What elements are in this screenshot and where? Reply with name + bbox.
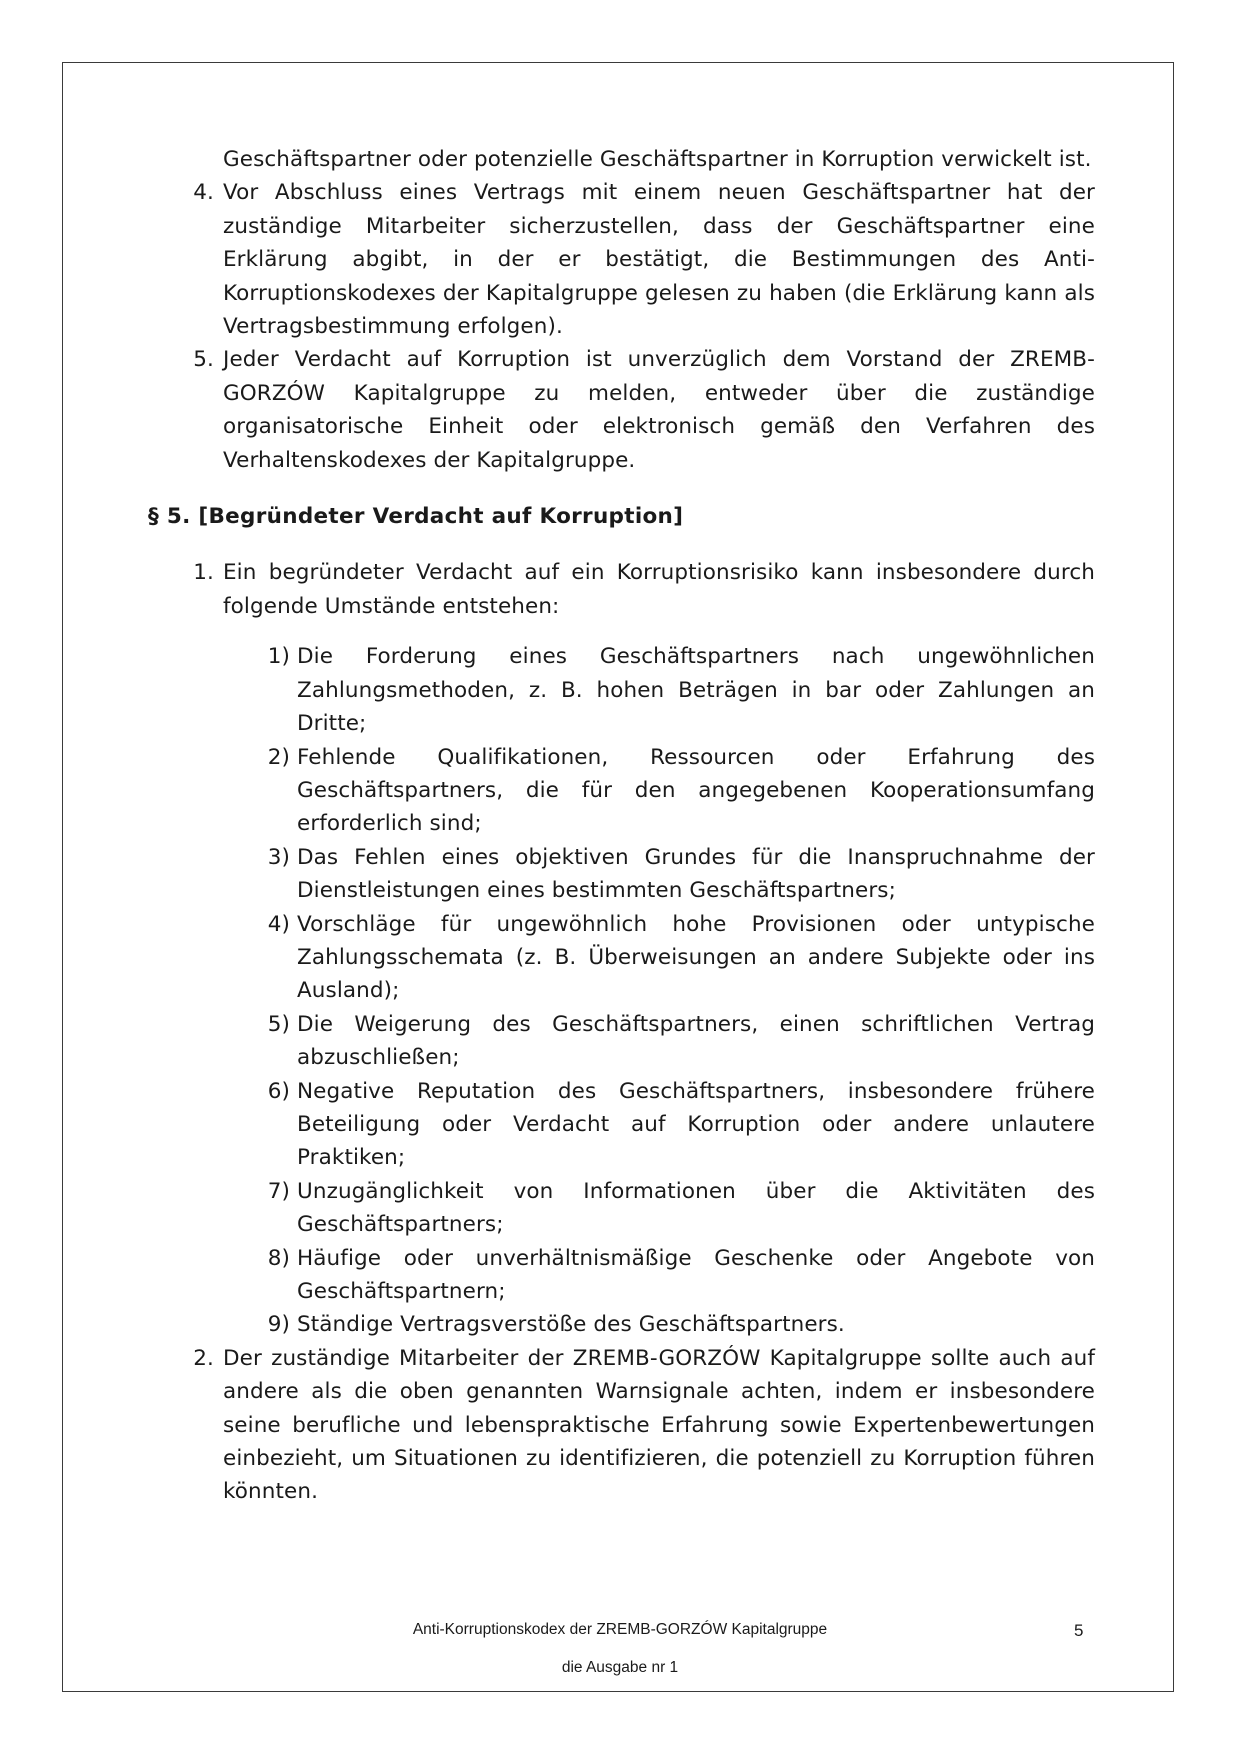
list-item xyxy=(148,343,1095,477)
list-item-text: Vor Abschluss eines Vertrags mit einem neuen Geschäftspartner hat der zuständige Mitarbeiter sicherzustellen, dass der Geschäftspartner eine Erklärung abgibt, in der er bestätigt, die Bestimmungen des Anti-Korruptionskodexes der Kapitalgruppe gelesen zu haben (die Erklärung kann als Vertragsbestimmung erfolgen). xyxy=(223,180,1095,340)
list-item-number: 1. xyxy=(193,560,214,586)
sub-item-number: 4) xyxy=(267,911,290,937)
footer-edition: die Ausgabe nr 1 xyxy=(561,1659,679,1676)
sub-item-number: 9) xyxy=(267,1312,290,1338)
list-item-text: Der zuständige Mitarbeiter der ZREMB-GORZÓW Kapitalgruppe sollte auch auf andere als die oben genannten Warnsignale achten, indem er insbesondere seine berufliche und lebenspraktische Erfahrung sowie Expertenbewertungen einbezieht, um Situationen zu identifizieren, die potenziell zu Korruption führen könnten. xyxy=(223,1345,1095,1505)
top-numbered-list xyxy=(148,176,1095,477)
sub-list-item xyxy=(148,1175,1095,1242)
sub-item-number: 3) xyxy=(267,844,290,870)
sub-list-item xyxy=(148,908,1095,1008)
list-item-row xyxy=(148,556,1095,623)
sub-item-number: 6) xyxy=(267,1078,290,1104)
sub-list-item xyxy=(148,640,1095,740)
list-item-number: 5. xyxy=(193,347,214,373)
section-heading: § 5. [Begründeter Verdacht auf Korruption] xyxy=(148,504,684,530)
sub-list-item xyxy=(148,1075,1095,1175)
section-numbered-list xyxy=(148,556,1095,1508)
list-item-text: Ein begründeter Verdacht auf ein Korruptionsrisiko kann insbesondere durch folgende Umstände entstehen: xyxy=(223,560,1095,619)
footer-title: Anti-Korruptionskodex der ZREMB-GORZÓW Kapitalgruppe xyxy=(412,1621,828,1638)
sub-item-text: Das Fehlen eines objektiven Grundes für die Inanspruchnahme der Dienstleistungen eines bestimmten Geschäftspartners; xyxy=(297,844,1095,904)
sub-item-text: Häufige oder unverhältnismäßige Geschenke oder Angebote von Geschäftspartnern; xyxy=(297,1245,1095,1304)
list-item xyxy=(148,176,1095,343)
list-item xyxy=(148,556,1095,1341)
sub-item-number: 8) xyxy=(267,1245,290,1271)
sub-item-text: Vorschläge für ungewöhnlich hohe Provisionen oder untypische Zahlungsschemata (z. B. Überweisungen an andere Subjekte oder ins Ausland); xyxy=(297,911,1095,1004)
sub-list-item xyxy=(148,841,1095,908)
continuation-paragraph: Geschäftspartner oder potenzielle Geschäftspartner in Korruption verwickelt ist. xyxy=(223,147,1092,172)
sub-list-item xyxy=(148,1242,1095,1309)
sub-item-text: Fehlende Qualifikationen, Ressourcen oder Erfahrung des Geschäftspartners, die für den angegebenen Kooperationsumfang erforderlich sind; xyxy=(297,744,1095,837)
sub-item-number: 2) xyxy=(267,744,290,770)
list-item-number: 2. xyxy=(193,1345,214,1371)
sub-item-number: 5) xyxy=(267,1011,290,1037)
sub-item-text: Die Forderung eines Geschäftspartners nach ungewöhnlichen Zahlungsmethoden, z. B. hohen Beträgen in bar oder Zahlungen an Dritte; xyxy=(297,644,1095,737)
page-number: 5 xyxy=(1074,1621,1084,1640)
sub-list-item xyxy=(148,1308,1095,1341)
sub-item-text: Negative Reputation des Geschäftspartners, insbesondere frühere Beteiligung oder Verdacht auf Korruption oder andere unlautere Praktiken; xyxy=(297,1078,1095,1171)
sub-list-item xyxy=(148,1008,1095,1075)
document-body xyxy=(148,143,1095,1509)
sub-list xyxy=(148,640,1095,1342)
list-item xyxy=(148,1342,1095,1509)
sub-item-text: Ständige Vertragsverstöße des Geschäftspartners. xyxy=(297,1312,845,1338)
sub-list-item xyxy=(148,741,1095,841)
sub-item-text: Die Weigerung des Geschäftspartners, einen schriftlichen Vertrag abzuschließen; xyxy=(297,1011,1095,1071)
sub-item-text: Unzugänglichkeit von Informationen über die Aktivitäten des Geschäftspartners; xyxy=(297,1178,1095,1238)
list-item-number: 4. xyxy=(193,180,214,206)
sub-item-number: 1) xyxy=(267,644,290,670)
list-item-text: Jeder Verdacht auf Korruption ist unverzüglich dem Vorstand der ZREMB-GORZÓW Kapitalgruppe zu melden, entweder über die zuständige organisatorische Einheit oder elektronisch gemäß den Verfahren des Verhaltenskodexes der Kapitalgruppe. xyxy=(223,347,1095,473)
sub-item-number: 7) xyxy=(267,1178,290,1204)
